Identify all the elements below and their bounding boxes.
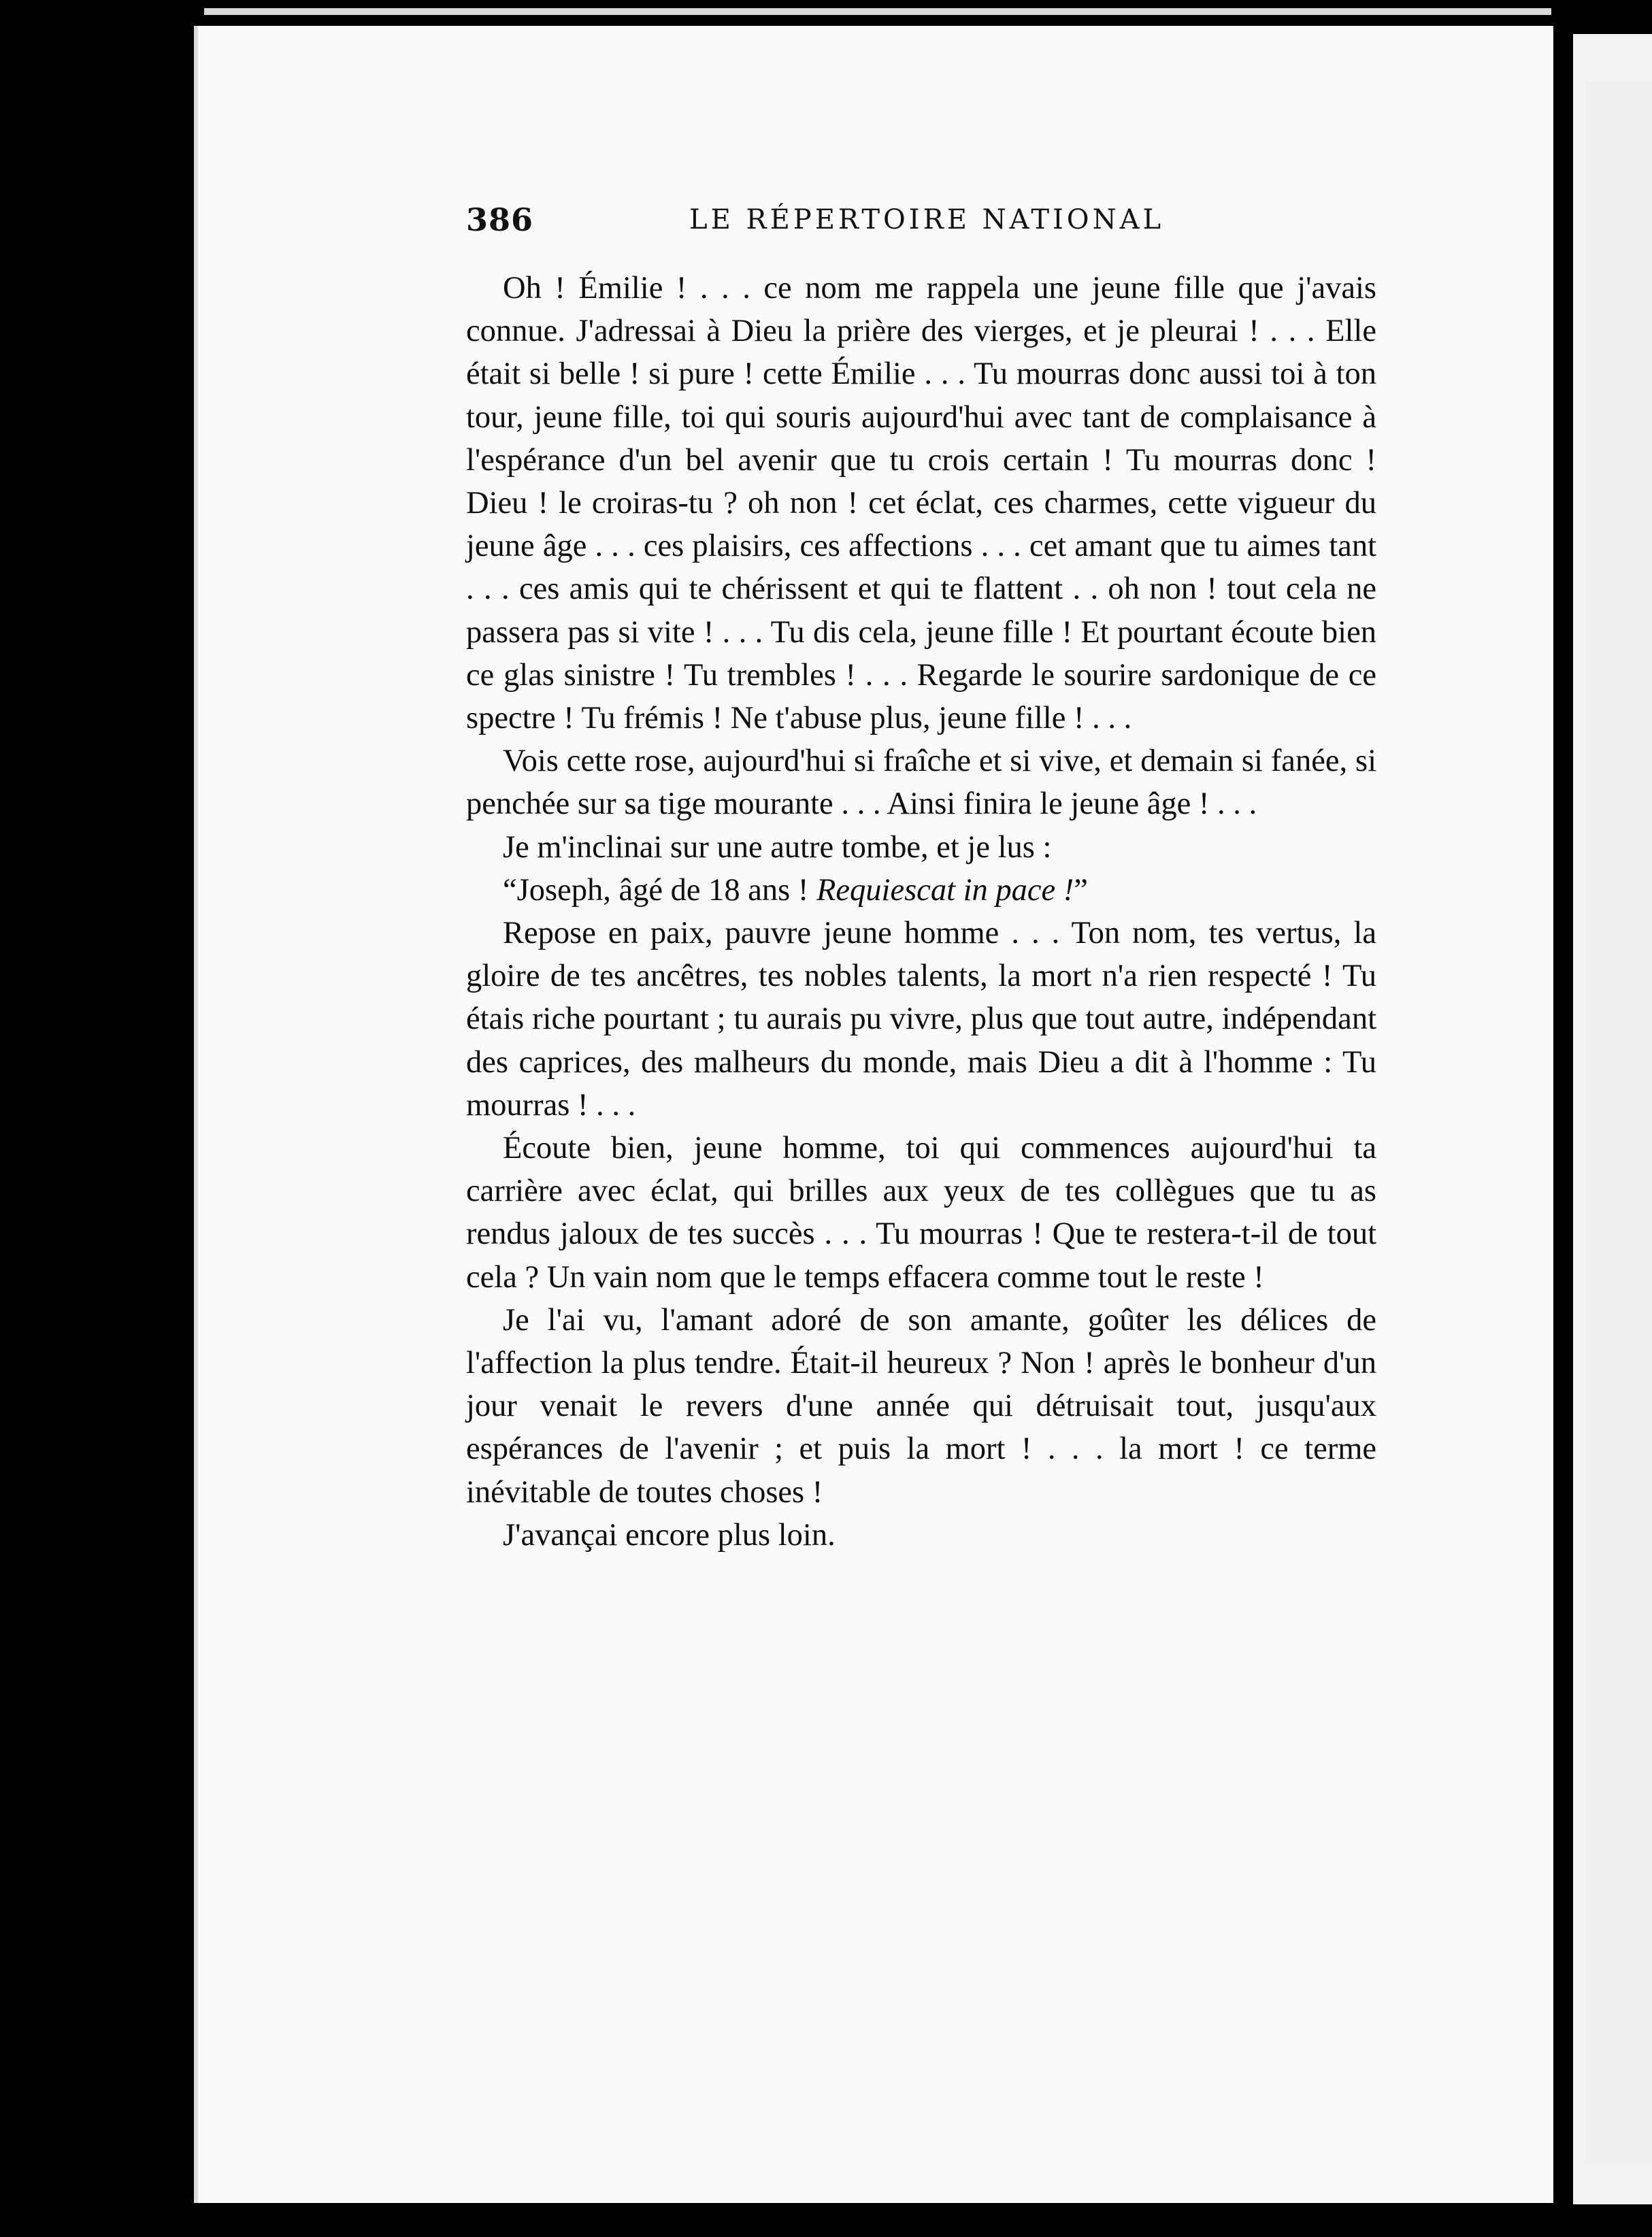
epitaph-close-quote: ” — [1074, 872, 1088, 908]
running-title: LE RÉPERTOIRE NATIONAL — [689, 204, 1165, 235]
body-text — [466, 267, 1376, 1557]
paragraph-tombe: Je m'inclinai sur une autre tombe, et je lus : — [503, 829, 1052, 865]
paragraph-avancai: J'avançai encore plus loin. — [503, 1517, 836, 1553]
running-head — [466, 196, 1376, 257]
epitaph-line — [466, 869, 1376, 912]
epitaph-latin: Requiescat in pace ! — [816, 872, 1074, 908]
paragraph-ecoute: Écoute bien, jeune homme, toi qui commences aujourd'hui ta carrière avec éclat, qui brilles aux yeux de tes collègues que tu as rendus jaloux de tes succès . . . Tu mourras ! Que te restera-t-il de tout cela ? Un vain nom que le temps effacera comme tout le reste ! — [466, 1131, 1376, 1295]
page-number: 386 — [466, 201, 534, 238]
facing-page-inner — [1585, 82, 1652, 2164]
paragraph-emilie: Oh ! Émilie ! . . . ce nom me rappela une jeune fille que j'avais connue. J'adressai à Dieu la prière des vierges, et je pleurai ! . . . Elle était si belle ! si pure ! cette Émilie . . . Tu mourras donc aussi toi à ton tour, jeune fille, toi qui souris aujourd'hui avec tant de complaisance à l'espérance d'un bel avenir que tu crois certain ! Tu mourras donc ! Dieu ! le croiras-tu ? oh non ! cet éclat, ces charmes, cette vigueur du jeune âge . . . ces plaisirs, ces affections . . . cet amant que tu aimes tant . . . ces amis qui te chérissent et qui te flattent . . oh non ! tout cela ne passera pas si vite ! . . . Tu dis cela, jeune fille ! Et pourtant écoute bien ce glas sinistre ! Tu trembles ! . . . Regarde le sourire sardonique de ce spectre ! Tu frémis ! Ne t'abuse plus, jeune fille ! . . . — [466, 271, 1376, 736]
book-top-edge — [204, 8, 1551, 15]
paragraph-joseph: Repose en paix, pauvre jeune homme . . . Ton nom, tes vertus, la gloire de tes ancêtres, tes nobles talents, la mort n'a rien respecté ! Tu étais riche pourtant ; tu aurais pu vivre, plus que tout autre, indépendant des caprices, des malheurs du monde, mais Dieu a dit à l'homme : Tu mourras ! . . . — [466, 916, 1376, 1123]
paragraph-rose: Vois cette rose, aujourd'hui si fraîche et si vive, et demain si fanée, si penchée sur sa tige mourante . . . Ainsi finira le jeune âge ! . . . — [466, 744, 1376, 822]
epitaph-text: Joseph, âgé de 18 ans ! — [516, 872, 816, 908]
paragraph-amant: Je l'ai vu, l'amant adoré de son amante, goûter les délices de l'affection la plus tendre. Était-il heureux ? Non ! après le bonheur d'un jour venait le revers d'une année qui détruisait tout, jusqu'aux espérances de l'avenir ; et puis la mort ! . . . la mort ! ce terme inévitable de toutes choses ! — [466, 1302, 1376, 1510]
epitaph-open-quote: “ — [503, 872, 517, 908]
